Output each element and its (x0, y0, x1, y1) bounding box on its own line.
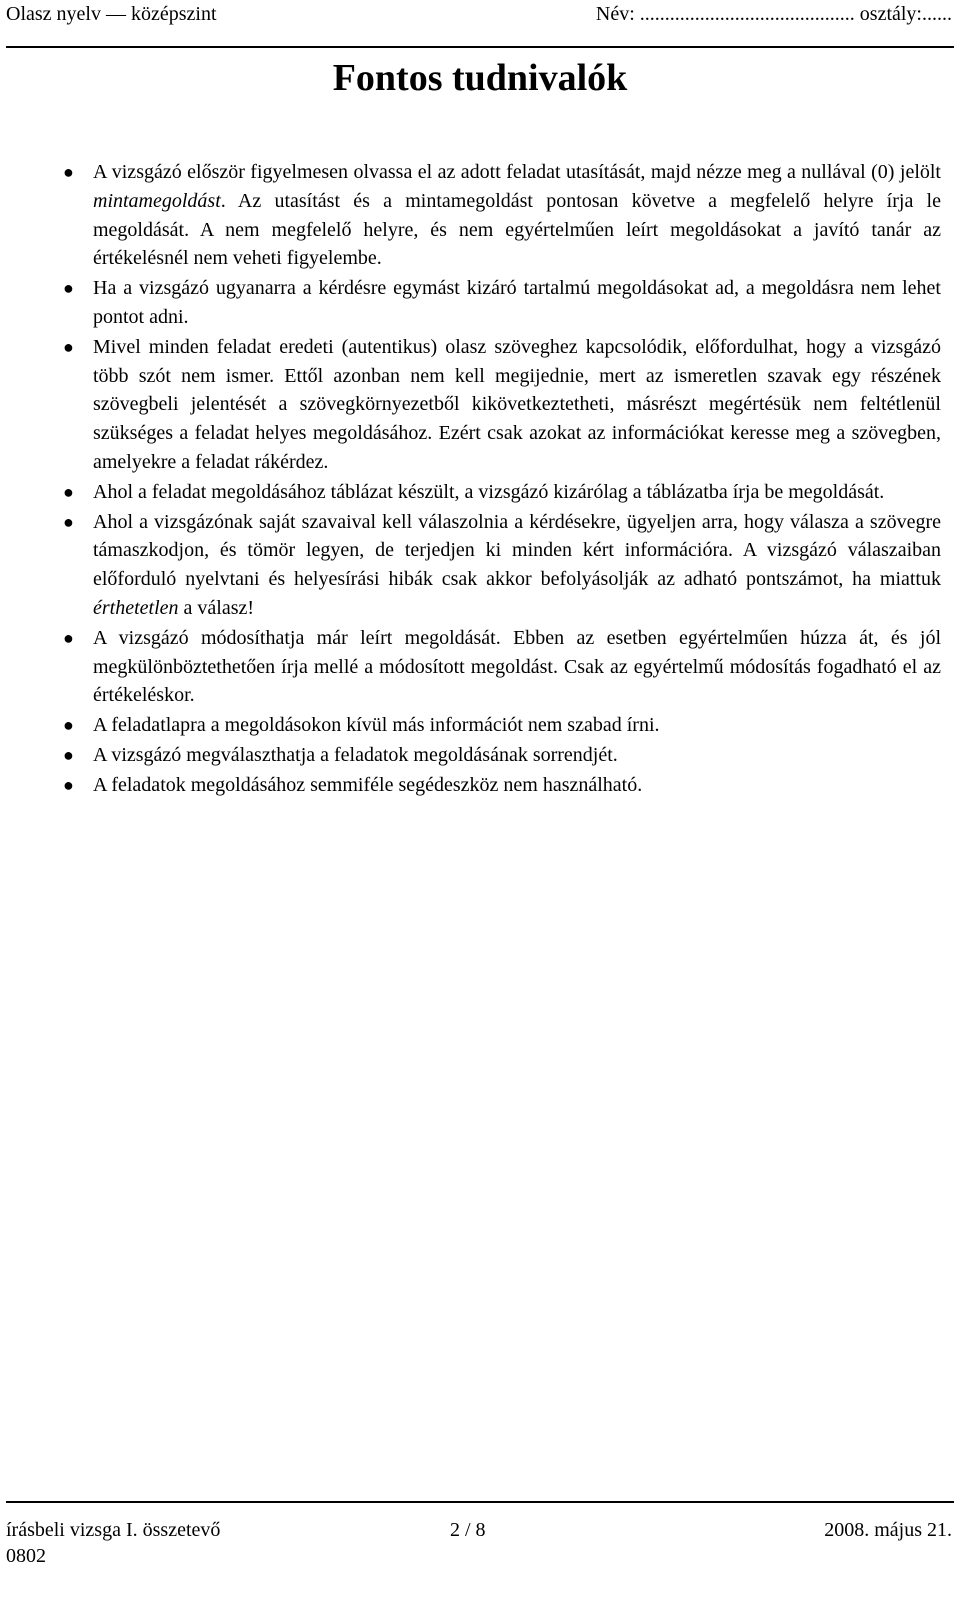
instruction-text: A feladatok megoldásához semmiféle segédeszköz nem használható. (93, 773, 643, 796)
instruction-text: Ahol a feladat megoldásához táblázat készült, a vizsgázó kizárólag a táblázatba írja be megoldását. (93, 480, 885, 503)
instruction-item (63, 624, 941, 710)
instruction-text: A vizsgázó először figyelmesen olvassa el az adott feladat utasítását, majd nézze meg a nullával (0) jelölt (93, 161, 941, 183)
bullet-icon: ● (63, 278, 74, 299)
instruction-text: A vizsgázó módosíthatja már leírt megoldását. Ebben az esetben egyértelműen húzza át, és jól megkülönböztethetően írja mellé a módosított megoldást. Csak az egyértelmű módosítás fogadható el az értékeléskor. (93, 626, 941, 707)
instructions-list (63, 158, 941, 801)
header-divider (6, 46, 954, 48)
footer-exam-part: írásbeli vizsga I. összetevő (6, 1519, 221, 1541)
instruction-text: A vizsgázó megválaszthatja a feladatok megoldásának sorrendjét. (93, 743, 618, 766)
bullet-icon: ● (63, 627, 74, 648)
header-subject: Olasz nyelv — középszint (6, 3, 217, 25)
bullet-icon: ● (63, 774, 74, 795)
bullet-icon: ● (63, 336, 74, 357)
instruction-text: a válasz! (178, 596, 255, 619)
instruction-text: Ahol a vizsgázónak saját szavaival kell válaszolnia a kérdésekre, ügyeljen arra, hogy válasza a szövegre támaszkodjon, és tömör legyen, de terjedjen ki minden kért információra. A vizsgázó válaszaiban előforduló nyelvtani és helyesírási hibák csak akkor befolyásolják az adható pontszámot, ha miattuk (93, 510, 941, 591)
instruction-item (63, 333, 941, 477)
instruction-item (63, 711, 941, 740)
header-name-class-field: Név: ........................................... osztály:...... (595, 3, 952, 25)
footer-code: 0802 (6, 1545, 46, 1567)
instruction-item (63, 158, 941, 273)
page-number: 2 / 8 (450, 1519, 486, 1541)
footer-divider (6, 1501, 954, 1503)
bullet-icon: ● (63, 162, 74, 182)
instruction-item (63, 478, 941, 507)
page-footer (6, 1518, 954, 1578)
footer-date: 2008. május 21. (824, 1519, 952, 1541)
instruction-text: Ha a vizsgázó ugyanarra a kérdésre egymást kizáró tartalmú megoldásokat ad, a megoldásra nem lehet pontot adni. (93, 277, 941, 328)
page-title: Fontos tudnivalók (332, 57, 628, 99)
bullet-icon: ● (63, 715, 74, 736)
instruction-item (63, 274, 941, 332)
emphasized-text: mintamegoldást (93, 189, 221, 212)
instruction-item (63, 508, 941, 623)
page-header (6, 3, 954, 43)
instruction-text: A feladatlapra a megoldásokon kívül más információt nem szabad írni. (93, 714, 660, 737)
bullet-icon: ● (63, 744, 74, 765)
instruction-item (63, 771, 941, 800)
instruction-text: Mivel minden feladat eredeti (autentikus) olasz szöveghez kapcsolódik, előfordulhat, hogy a vizsgázó több szót nem ismer. Ettől azonban nem kell megijednie, mert az ismeretlen szavak egy részének szövegbeli jelentését a szövegkörnyezetből kikövetkeztetheti, másrészt megértésük nem feltétlenül szükséges a feladat helyes megoldásához. Ezért csak azokat az információkat keresse meg a szövegben, amelyekre a feladat rákérdez. (93, 335, 941, 473)
bullet-icon: ● (63, 481, 74, 502)
instruction-text: . Az utasítást és a mintamegoldást pontosan követve a megfelelő helyre írja le megoldását. A nem megfelelő helyre, és nem egyértelműen leírt megoldásokat a javító tanár az értékelésnél nem veheti figyelembe. (93, 189, 941, 270)
emphasized-text: érthetetlen (93, 596, 179, 619)
bullet-icon: ● (63, 511, 74, 532)
instruction-item (63, 741, 941, 770)
